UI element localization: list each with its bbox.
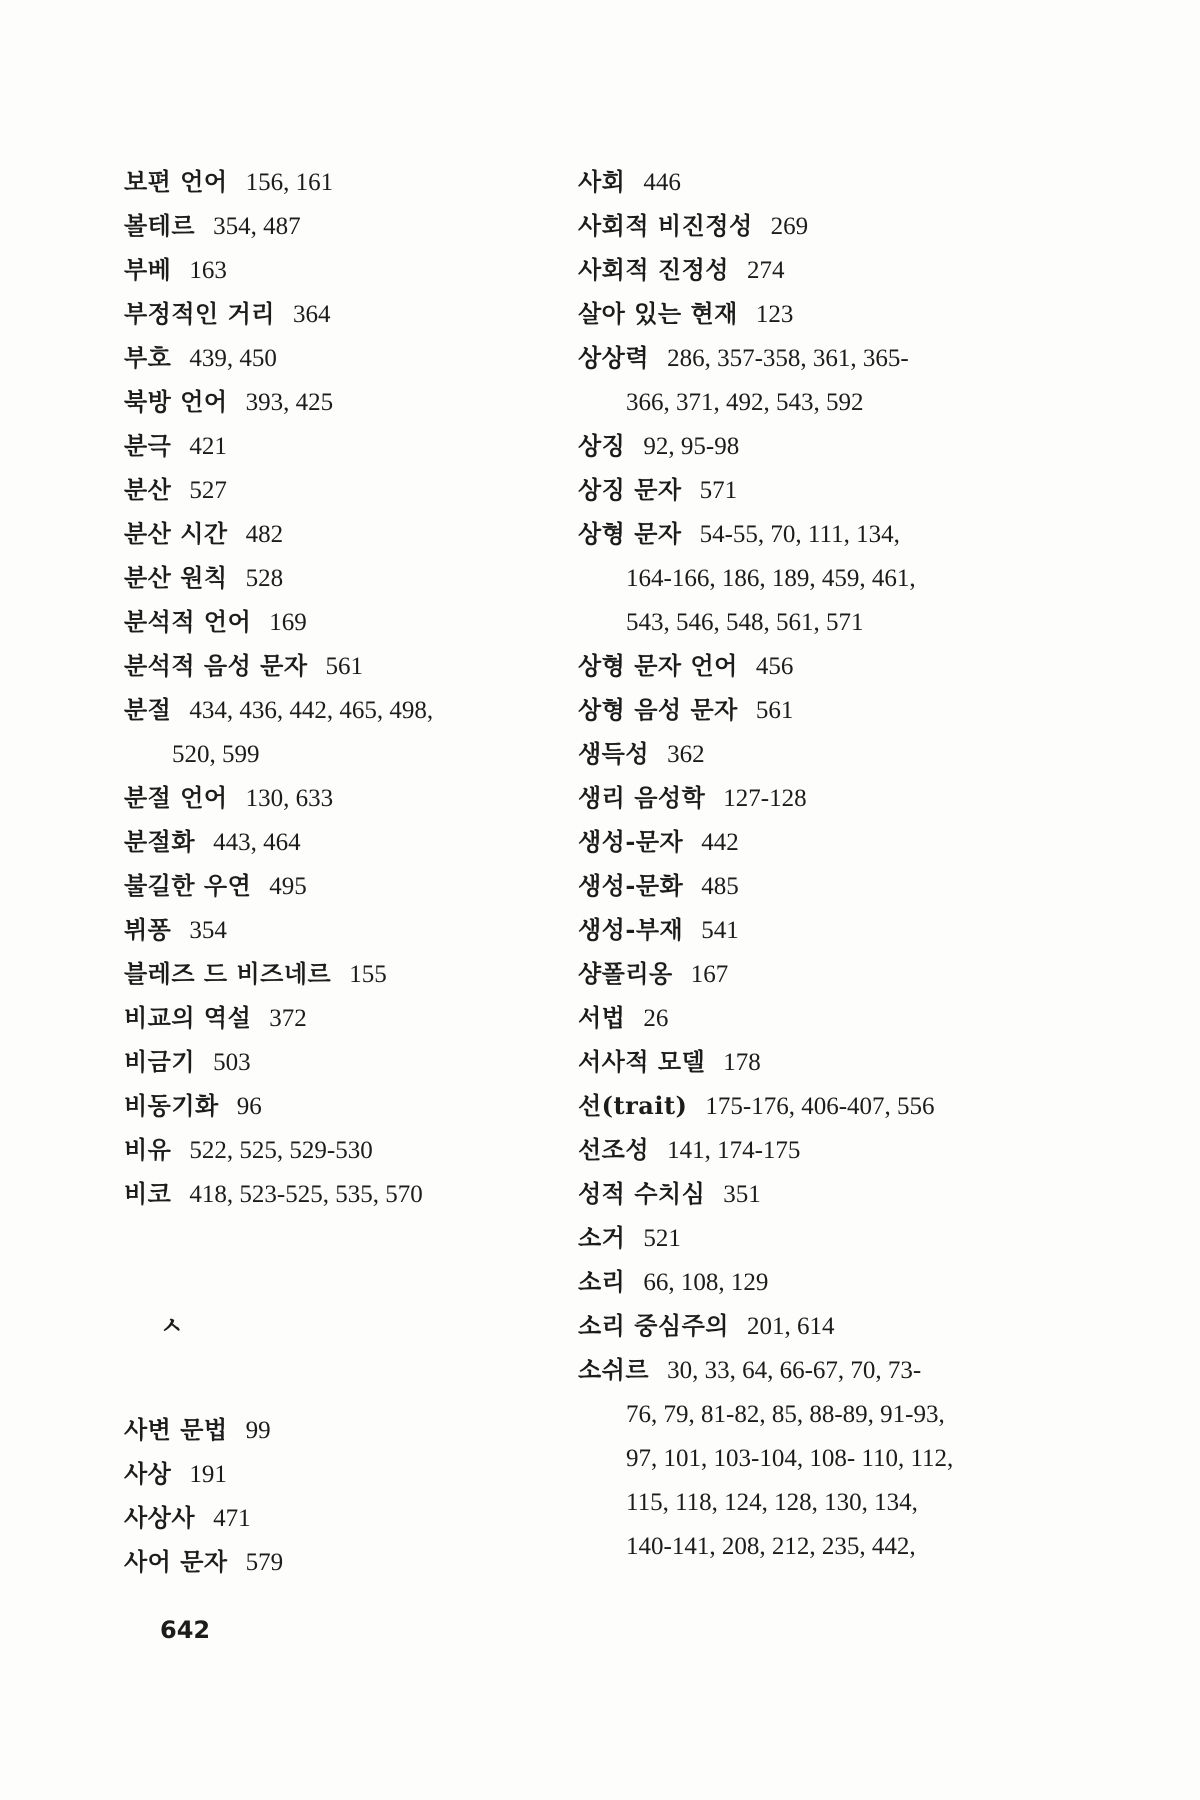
- index-term: 사변 문법: [124, 1415, 228, 1444]
- index-entry: [578, 820, 1018, 864]
- index-term: 성적 수치심: [578, 1179, 706, 1208]
- index-pages: 164-166, 186, 189, 459, 461,: [626, 565, 916, 592]
- index-pages: 92, 95-98: [643, 433, 740, 460]
- index-entry: [578, 1304, 1018, 1348]
- index-pages: 522, 525, 529-530: [189, 1137, 373, 1164]
- index-entry: [124, 292, 564, 336]
- index-pages: 201, 614: [746, 1313, 835, 1340]
- index-term: 비금기: [124, 1047, 196, 1076]
- index-term: 소쉬르: [578, 1355, 650, 1384]
- index-term: 비코: [124, 1179, 172, 1208]
- index-pages: 354, 487: [213, 213, 301, 240]
- index-entry: [124, 1540, 564, 1584]
- index-term: 생성-부재: [578, 915, 684, 944]
- index-pages: 169: [269, 609, 307, 636]
- index-term: 불길한 우연: [124, 871, 252, 900]
- index-pages: 527: [189, 477, 227, 504]
- index-entry: [124, 1040, 564, 1084]
- index-entry: [124, 1172, 564, 1216]
- index-term: 분석적 언어: [124, 607, 252, 636]
- index-pages: 366, 371, 492, 543, 592: [626, 389, 864, 416]
- index-pages: 503: [213, 1049, 251, 1076]
- index-term: 북방 언어: [124, 387, 228, 416]
- index-pages: 485: [701, 873, 739, 900]
- index-term: 분절 언어: [124, 783, 228, 812]
- index-term: 상형 문자: [578, 519, 682, 548]
- index-pages: 163: [189, 257, 227, 284]
- index-entry: [578, 1084, 1018, 1128]
- index-term: 서법: [578, 1003, 626, 1032]
- index-term: 분절: [124, 695, 172, 724]
- index-pages: 274: [746, 257, 785, 284]
- index-term: 분산 시간: [124, 519, 228, 548]
- index-term: 사어 문자: [124, 1547, 228, 1576]
- index-pages: 443, 464: [213, 829, 301, 856]
- index-pages: 30, 33, 64, 66-67, 70, 73-: [667, 1357, 922, 1384]
- index-pages: 446: [643, 169, 681, 196]
- index-term: 분석적 음성 문자: [124, 651, 308, 680]
- index-pages: 521: [643, 1225, 681, 1252]
- index-entry: [124, 644, 564, 688]
- index-pages: 97, 101, 103-104, 108- 110, 112,: [626, 1445, 954, 1472]
- index-entry-continuation: [578, 600, 1018, 644]
- index-entry: [578, 864, 1018, 908]
- index-term: 사상사: [124, 1503, 196, 1532]
- index-pages: 66, 108, 129: [643, 1269, 769, 1296]
- index-pages: 541: [701, 917, 739, 944]
- index-entry: [124, 556, 564, 600]
- index-term: 선조성: [578, 1135, 650, 1164]
- index-pages: 155: [349, 961, 387, 988]
- index-term: 소거: [578, 1223, 626, 1252]
- index-entry-continuation: [578, 1392, 1018, 1436]
- index-entry: [578, 996, 1018, 1040]
- index-column-left: [124, 160, 564, 1584]
- index-entry-continuation: [578, 1436, 1018, 1480]
- index-pages: 141, 174-175: [667, 1137, 801, 1164]
- index-pages: 439, 450: [189, 345, 277, 372]
- index-term: 상형 문자 언어: [578, 651, 738, 680]
- index-term: 분산 원칙: [124, 563, 228, 592]
- index-pages: 156, 161: [245, 169, 334, 196]
- index-entry: [578, 468, 1018, 512]
- index-pages: 495: [269, 873, 307, 900]
- index-entry: [578, 776, 1018, 820]
- index-term: 서사적 모델: [578, 1047, 706, 1076]
- index-entry-continuation: [578, 1480, 1018, 1524]
- index-pages: 456: [755, 653, 794, 680]
- index-term: 사회적 진정성: [578, 255, 729, 284]
- page-number: 642: [160, 1616, 211, 1644]
- index-pages: 269: [770, 213, 809, 240]
- index-term: 부호: [124, 343, 172, 372]
- index-entry: [124, 820, 564, 864]
- index-pages: 421: [189, 433, 227, 460]
- index-entry: [578, 1348, 1018, 1392]
- index-pages: 364: [292, 301, 331, 328]
- index-term: 분극: [124, 431, 172, 460]
- index-term: 상징: [578, 431, 626, 460]
- index-entry: [124, 160, 564, 204]
- index-term: 상형 음성 문자: [578, 695, 738, 724]
- index-pages: 96: [236, 1093, 262, 1120]
- index-entry: [578, 1172, 1018, 1216]
- index-entry: [124, 424, 564, 468]
- index-entry: [578, 292, 1018, 336]
- index-term: 블레즈 드 비즈네르: [124, 959, 332, 988]
- index-entry: [124, 600, 564, 644]
- index-entry: [124, 1452, 564, 1496]
- index-pages: 54-55, 70, 111, 134,: [699, 521, 900, 548]
- index-term: 부베: [124, 255, 172, 284]
- index-entry: [578, 424, 1018, 468]
- index-pages: 354: [189, 917, 227, 944]
- index-term: 부정적인 거리: [124, 299, 275, 328]
- index-entry: [578, 908, 1018, 952]
- index-pages: 561: [325, 653, 363, 680]
- index-entry: [578, 1260, 1018, 1304]
- index-pages: 471: [213, 1505, 251, 1532]
- index-term: 볼테르: [124, 211, 196, 240]
- index-term: 사회: [578, 167, 626, 196]
- index-pages: 178: [723, 1049, 761, 1076]
- index-pages: 115, 118, 124, 128, 130, 134,: [626, 1489, 918, 1516]
- index-term: 생득성: [578, 739, 650, 768]
- index-term: 소리 중심주의: [578, 1311, 729, 1340]
- index-pages: 26: [643, 1005, 669, 1032]
- index-pages: 140-141, 208, 212, 235, 442,: [626, 1533, 916, 1560]
- index-entry: [124, 864, 564, 908]
- index-pages: 418, 523-525, 535, 570: [189, 1181, 423, 1208]
- index-pages: 543, 546, 548, 561, 571: [626, 609, 864, 636]
- section-heading: ㅅ: [160, 1311, 184, 1340]
- index-entry: [124, 248, 564, 292]
- index-pages: 127-128: [723, 785, 807, 812]
- index-entry: [124, 1408, 564, 1452]
- index-entry: [124, 1128, 564, 1172]
- index-entry: [124, 336, 564, 380]
- index-pages: 482: [245, 521, 284, 548]
- index-entry: [578, 1128, 1018, 1172]
- index-pages: 571: [699, 477, 738, 504]
- index-entry: [578, 512, 1018, 556]
- index-pages: 579: [245, 1549, 284, 1576]
- index-entry: [578, 160, 1018, 204]
- index-pages: 99: [245, 1417, 271, 1444]
- index-pages: 528: [245, 565, 284, 592]
- index-column-right: [578, 160, 1018, 1568]
- index-entry-continuation: [124, 732, 564, 776]
- index-term: 소리: [578, 1267, 626, 1296]
- index-term: 분절화: [124, 827, 196, 856]
- index-term: 상상력: [578, 343, 650, 372]
- index-pages: 442: [701, 829, 739, 856]
- index-entry: [124, 776, 564, 820]
- index-entry: [578, 732, 1018, 776]
- index-term: 비유: [124, 1135, 172, 1164]
- index-entry: [124, 952, 564, 996]
- index-pages: 123: [755, 301, 794, 328]
- index-entry: [124, 512, 564, 556]
- index-term: 생성-문화: [578, 871, 684, 900]
- index-entry: [578, 952, 1018, 996]
- index-pages: 561: [755, 697, 794, 724]
- index-term: 뷔퐁: [124, 915, 172, 944]
- index-entry: [578, 336, 1018, 380]
- index-entry: [124, 380, 564, 424]
- index-pages: 434, 436, 442, 465, 498,: [189, 697, 434, 724]
- index-pages: 520, 599: [172, 741, 260, 768]
- index-term: 생리 음성학: [578, 783, 706, 812]
- index-term: 살아 있는 현재: [578, 299, 738, 328]
- index-entry-continuation: [578, 380, 1018, 424]
- index-pages: 191: [189, 1461, 227, 1488]
- index-term: 비동기화: [124, 1091, 219, 1120]
- index-entry: [124, 1084, 564, 1128]
- index-term: 비교의 역설: [124, 1003, 252, 1032]
- index-entry: [578, 1216, 1018, 1260]
- index-pages: 351: [723, 1181, 761, 1208]
- index-pages: 372: [269, 1005, 307, 1032]
- index-pages: 130, 633: [245, 785, 334, 812]
- index-pages: 167: [690, 961, 729, 988]
- index-entry-continuation: [578, 1524, 1018, 1568]
- index-term: 보편 언어: [124, 167, 228, 196]
- index-entry: [578, 688, 1018, 732]
- index-term: 선(trait): [578, 1091, 688, 1120]
- index-term: 생성-문자: [578, 827, 684, 856]
- index-entry: [124, 1496, 564, 1540]
- index-entry: [124, 908, 564, 952]
- index-term: 상징 문자: [578, 475, 682, 504]
- index-term: 샹폴리옹: [578, 959, 673, 988]
- index-entry: [124, 688, 564, 732]
- index-term: 분산: [124, 475, 172, 504]
- index-entry: [578, 644, 1018, 688]
- index-entry: [124, 468, 564, 512]
- index-term: 사상: [124, 1459, 172, 1488]
- index-term: 사회적 비진정성: [578, 211, 753, 240]
- index-pages: 362: [667, 741, 705, 768]
- index-entry: [124, 996, 564, 1040]
- index-entry: [124, 204, 564, 248]
- index-entry: [578, 204, 1018, 248]
- index-pages: 76, 79, 81-82, 85, 88-89, 91-93,: [626, 1401, 945, 1428]
- index-pages: 393, 425: [245, 389, 334, 416]
- index-pages: 175-176, 406-407, 556: [705, 1093, 935, 1120]
- index-entry: [578, 248, 1018, 292]
- index-entry-continuation: [578, 556, 1018, 600]
- index-entry: [578, 1040, 1018, 1084]
- index-pages: 286, 357-358, 361, 365-: [667, 345, 909, 372]
